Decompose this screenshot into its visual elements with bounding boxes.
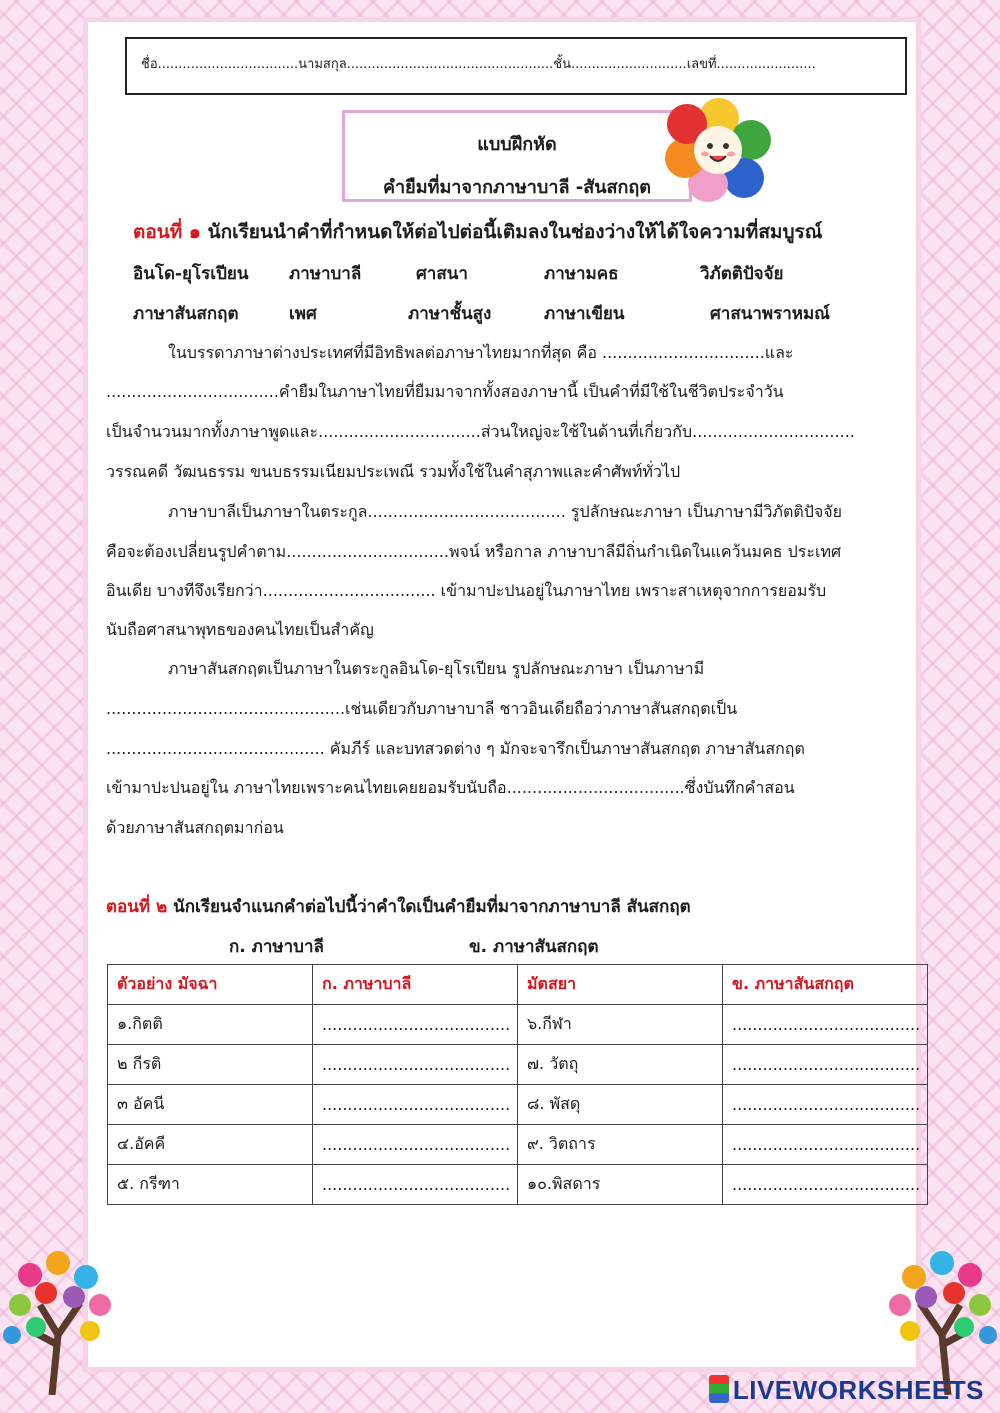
header-sanskrit: ข. ภาษาสันสกฤต bbox=[723, 965, 928, 1005]
word-cell: ๙. วิตถาร bbox=[518, 1125, 723, 1165]
classification-table bbox=[107, 964, 928, 1205]
word-bank-1: อินโด-ยุโรเปียน bbox=[133, 264, 249, 284]
paragraph-line: ด้วยภาษาสันสกฤตมาก่อน bbox=[106, 818, 284, 837]
logo-text: LIVEWORKSHEETS bbox=[732, 1375, 984, 1405]
paragraph-line[interactable]: ในบรรดาภาษาต่างประเทศที่มีอิทธิพลต่อภาษาไทยมากที่สุด คือ ................................และ bbox=[168, 343, 794, 362]
header-example: ตัวอย่าง มัจฉา bbox=[108, 965, 313, 1005]
word-bank-4: ภาษามคธ bbox=[544, 264, 619, 284]
word-bank-9: ภาษาเขียน bbox=[544, 304, 625, 324]
word-bank-10: ศาสนาพราหมณ์ bbox=[710, 304, 830, 324]
word-cell: ๔.อัคคี bbox=[108, 1125, 313, 1165]
word-cell: ๑๐.พิสดาร bbox=[518, 1165, 723, 1205]
table-row bbox=[108, 1085, 928, 1125]
word-bank-5: วิภัตติปัจจัย bbox=[700, 264, 784, 284]
part2-instruction: นักเรียนจำแนกคำต่อไปนี้ว่าคำใดเป็นคำยืมที่มาจากภาษาบาลี สันสกฤต bbox=[173, 897, 691, 917]
smiling-flower-icon bbox=[660, 96, 778, 204]
word-bank-3: ศาสนา bbox=[416, 264, 468, 284]
word-cell: ๗. วัตถุ bbox=[518, 1045, 723, 1085]
answer-blank[interactable]: ..................................... bbox=[723, 1165, 928, 1205]
answer-blank[interactable]: ..................................... bbox=[313, 1165, 518, 1205]
answer-blank[interactable]: ..................................... bbox=[313, 1125, 518, 1165]
table-header-row bbox=[108, 965, 928, 1005]
title-box bbox=[342, 110, 692, 202]
part1-label: ตอนที่ ๑ bbox=[133, 221, 201, 243]
part2-heading bbox=[106, 893, 691, 920]
part2-label: ตอนที่ ๒ bbox=[106, 897, 168, 917]
paragraph-line: วรรณคดี วัฒนธรรม ขนบธรรมเนียมประเพณี รวมทั้งใช้ในคำสุภาพและคำศัพท์ทั่วไป bbox=[106, 462, 681, 481]
liveworksheets-logo[interactable] bbox=[709, 1375, 984, 1406]
title-line-1: แบบฝึกหัด bbox=[477, 134, 557, 155]
word-bank-7: เพศ bbox=[289, 304, 317, 324]
answer-blank[interactable]: ..................................... bbox=[313, 1045, 518, 1085]
student-info-line: ชื่อ..................................นามสกุล..................................................ชั้น............................เลขที่........................ bbox=[141, 57, 816, 72]
answer-blank[interactable]: ..................................... bbox=[313, 1085, 518, 1125]
paragraph-line[interactable]: คือจะต้องเปลี่ยนรูปคำตาม................................พจน์ หรือกาล ภาษาบาลีมีถิ่นกำเนิดในแคว้นมคธ ประเทศ bbox=[106, 542, 842, 561]
category-sanskrit: ข. ภาษาสันสกฤต bbox=[469, 937, 599, 957]
word-cell: ๘. พัสดุ bbox=[518, 1085, 723, 1125]
word-cell: ๓ อัคนี bbox=[108, 1085, 313, 1125]
answer-blank[interactable]: ..................................... bbox=[313, 1005, 518, 1045]
paragraph-line: ภาษาสันสกฤตเป็นภาษาในตระกูลอินโด-ยุโรเปียน รูปลักษณะภาษา เป็นภาษามี bbox=[168, 659, 705, 678]
part1-instruction: นักเรียนนำคำที่กำหนดให้ต่อไปต่อนี้เติมลงในช่องว่างให้ได้ใจความที่สมบูรณ์ bbox=[207, 221, 823, 243]
word-cell: ๒ กีรติ bbox=[108, 1045, 313, 1085]
answer-blank[interactable]: ..................................... bbox=[723, 1085, 928, 1125]
table-row bbox=[108, 1045, 928, 1085]
part1-heading bbox=[133, 217, 822, 247]
table-row bbox=[108, 1125, 928, 1165]
word-cell: ๑.กิตติ bbox=[108, 1005, 313, 1045]
header-example-sanskrit: มัตสยา bbox=[518, 965, 723, 1005]
table-row bbox=[108, 1005, 928, 1045]
answer-blank[interactable]: ..................................... bbox=[723, 1005, 928, 1045]
paragraph-line[interactable]: อินเดีย บางทีจึงเรียกว่า.................................. เข้ามาปะปนอยู่ในภาษาไทย เพราะสาเหตุจากการยอมรับ bbox=[106, 581, 827, 600]
liveworksheets-badge-icon bbox=[709, 1375, 729, 1403]
title-line-2: คำยืมที่มาจากภาษาบาลี -สันสกฤต bbox=[383, 177, 651, 198]
paragraph-line[interactable]: เข้ามาปะปนอยู่ใน ภาษาไทยเพราะคนไทยเคยยอมรับนับถือ...................................ซึ่งบันทึกคำสอน bbox=[106, 778, 795, 797]
paragraph-line[interactable]: ........................................... คัมภีร์ และบทสวดต่าง ๆ มักจะจารึกเป็นภาษาสันสกฤต ภาษาสันสกฤต bbox=[106, 739, 805, 758]
answer-blank[interactable]: ..................................... bbox=[723, 1045, 928, 1085]
paragraph-line[interactable]: ..................................คำยืมในภาษาไทยที่ยืมมาจากทั้งสองภาษานี้ เป็นคำที่มีใช้ในชีวิตประจำวัน bbox=[106, 382, 784, 401]
paragraph-line: นับถือศาสนาพุทธของคนไทยเป็นสำคัญ bbox=[106, 620, 374, 639]
answer-blank[interactable]: ..................................... bbox=[723, 1125, 928, 1165]
paragraph-line[interactable]: เป็นจำนวนมากทั้งภาษาพูดและ................................ส่วนใหญ่จะใช้ในด้านที่เกี่ยวกับ................................ bbox=[106, 422, 855, 441]
category-pali: ก. ภาษาบาลี bbox=[229, 937, 324, 957]
word-cell: ๕. กรีฑา bbox=[108, 1165, 313, 1205]
student-info-box bbox=[125, 37, 907, 95]
header-pali: ก. ภาษาบาลี bbox=[313, 965, 518, 1005]
table-row bbox=[108, 1165, 928, 1205]
paragraph-line[interactable]: ...............................................เช่นเดียวกับภาษาบาลี ชาวอินเดียถือว่าภาษาสันสกฤตเป็น bbox=[106, 699, 738, 718]
word-bank-2: ภาษาบาลี bbox=[289, 264, 362, 284]
word-cell: ๖.กีฬา bbox=[518, 1005, 723, 1045]
paragraph-line[interactable]: ภาษาบาลีเป็นภาษาในตระกูล....................................... รูปลักษณะภาษา เป็นภาษามีวิภัตติปัจจัย bbox=[168, 502, 843, 521]
word-bank-6: ภาษาสันสกฤต bbox=[133, 304, 239, 324]
heart-tree-right-icon bbox=[880, 1235, 1000, 1395]
word-bank-8: ภาษาชั้นสูง bbox=[408, 304, 492, 324]
heart-tree-left-icon bbox=[0, 1235, 120, 1395]
